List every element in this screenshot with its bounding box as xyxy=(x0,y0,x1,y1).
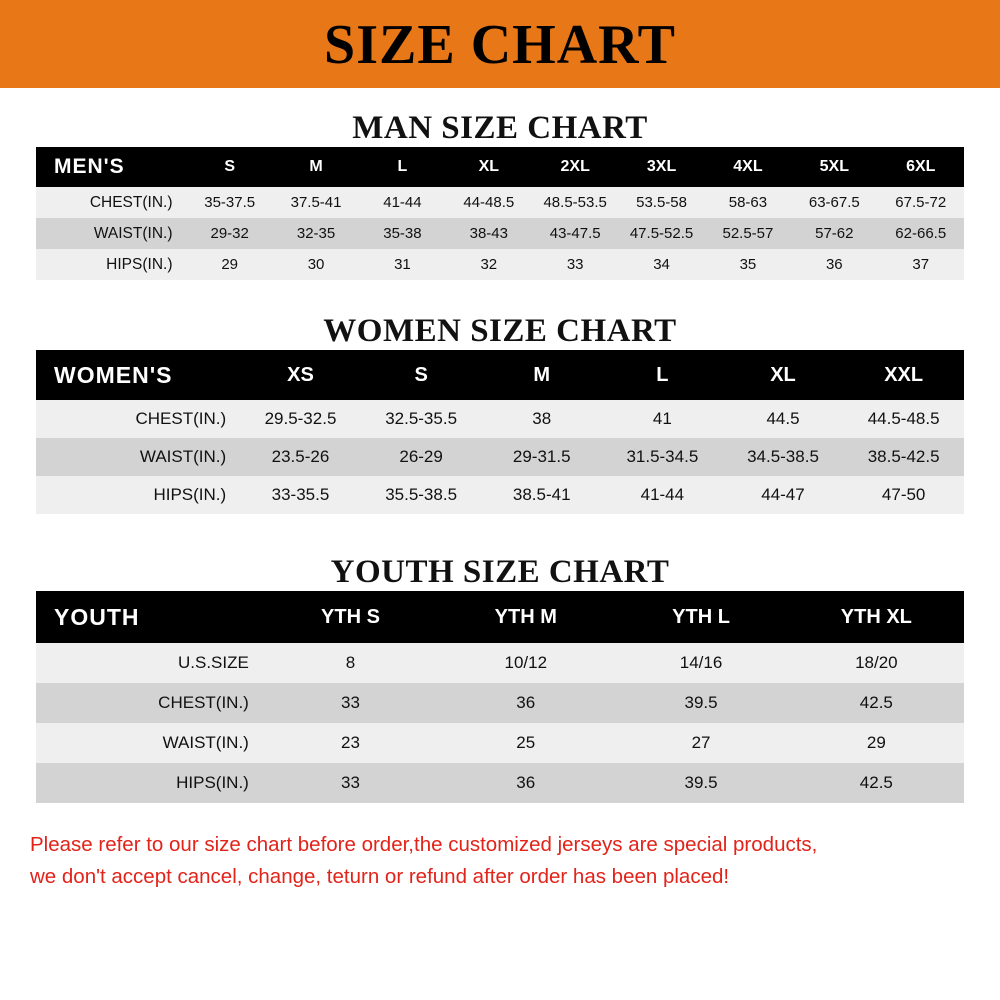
table-cell: 38.5-41 xyxy=(481,476,602,514)
table-cell: 41 xyxy=(602,400,723,438)
table-cell: 39.5 xyxy=(613,763,788,803)
table-header-row xyxy=(36,350,964,400)
table-cell: 29 xyxy=(186,249,272,280)
column-header-s: S xyxy=(186,147,272,187)
table-cell: 38-43 xyxy=(446,218,532,249)
table-cell: 38 xyxy=(481,400,602,438)
table-cell: 32.5-35.5 xyxy=(361,400,482,438)
table-cell: 10/12 xyxy=(438,643,613,683)
column-header-xl: XL xyxy=(723,350,844,400)
man-table-head xyxy=(36,147,964,187)
youth-table-body xyxy=(36,643,964,803)
table-cell: 37 xyxy=(877,249,964,280)
column-header-yth-m: YTH M xyxy=(438,591,613,643)
table-row xyxy=(36,249,964,280)
table-cell: 42.5 xyxy=(789,683,964,723)
row-label: HIPS(IN.) xyxy=(36,249,186,280)
table-cell: 63-67.5 xyxy=(791,187,877,218)
column-header-2xl: 2XL xyxy=(532,147,618,187)
row-label: U.S.SIZE xyxy=(36,643,263,683)
table-cell: 23.5-26 xyxy=(240,438,361,476)
row-label: HIPS(IN.) xyxy=(36,476,240,514)
table-header-row xyxy=(36,147,964,187)
table-cell: 37.5-41 xyxy=(273,187,359,218)
column-header-4xl: 4XL xyxy=(705,147,791,187)
column-header-l: L xyxy=(359,147,445,187)
footer-note xyxy=(0,829,1000,893)
women-table-head xyxy=(36,350,964,400)
table-cell: 29-32 xyxy=(186,218,272,249)
table-cell: 33 xyxy=(263,683,438,723)
table-cell: 29-31.5 xyxy=(481,438,602,476)
table-cell: 31.5-34.5 xyxy=(602,438,723,476)
row-label: CHEST(IN.) xyxy=(36,400,240,438)
column-header-yth-s: YTH S xyxy=(263,591,438,643)
row-label: HIPS(IN.) xyxy=(36,763,263,803)
table-cell: 25 xyxy=(438,723,613,763)
table-cell: 29 xyxy=(789,723,964,763)
table-cell: 43-47.5 xyxy=(532,218,618,249)
table-cell: 8 xyxy=(263,643,438,683)
page-title: SIZE CHART xyxy=(324,14,676,76)
column-header-yth-l: YTH L xyxy=(613,591,788,643)
man-table-corner-label: MEN'S xyxy=(36,147,186,187)
table-cell: 33 xyxy=(263,763,438,803)
table-cell: 36 xyxy=(438,763,613,803)
table-cell: 14/16 xyxy=(613,643,788,683)
man-table-wrapper xyxy=(0,147,1000,280)
table-row xyxy=(36,218,964,249)
youth-table-wrapper xyxy=(0,591,1000,803)
column-header-3xl: 3XL xyxy=(618,147,704,187)
table-cell: 36 xyxy=(791,249,877,280)
table-cell: 41-44 xyxy=(602,476,723,514)
table-cell: 57-62 xyxy=(791,218,877,249)
table-row xyxy=(36,763,964,803)
table-cell: 44.5 xyxy=(723,400,844,438)
man-table-body xyxy=(36,187,964,280)
table-cell: 33 xyxy=(532,249,618,280)
women-size-table xyxy=(36,350,964,514)
column-header-xl: XL xyxy=(446,147,532,187)
table-cell: 34 xyxy=(618,249,704,280)
table-cell: 41-44 xyxy=(359,187,445,218)
women-table-corner-label: WOMEN'S xyxy=(36,350,240,400)
women-section-title: WOMEN SIZE CHART xyxy=(323,313,677,349)
table-cell: 44-47 xyxy=(723,476,844,514)
table-cell: 47-50 xyxy=(843,476,964,514)
table-cell: 32-35 xyxy=(273,218,359,249)
youth-size-table xyxy=(36,591,964,803)
table-row xyxy=(36,683,964,723)
column-header-m: M xyxy=(481,350,602,400)
table-cell: 32 xyxy=(446,249,532,280)
row-label: WAIST(IN.) xyxy=(36,218,186,249)
column-header-l: L xyxy=(602,350,723,400)
table-cell: 47.5-52.5 xyxy=(618,218,704,249)
table-cell: 39.5 xyxy=(613,683,788,723)
column-header-yth-xl: YTH XL xyxy=(789,591,964,643)
women-table-wrapper xyxy=(0,350,1000,514)
footer-note-line-1: Please refer to our size chart before order,the customized jerseys are special products, xyxy=(30,833,818,856)
header-banner xyxy=(0,0,1000,88)
row-label: CHEST(IN.) xyxy=(36,683,263,723)
table-cell: 30 xyxy=(273,249,359,280)
column-header-m: M xyxy=(273,147,359,187)
table-cell: 31 xyxy=(359,249,445,280)
table-row xyxy=(36,400,964,438)
table-row xyxy=(36,643,964,683)
table-cell: 35.5-38.5 xyxy=(361,476,482,514)
column-header-xs: XS xyxy=(240,350,361,400)
table-cell: 44.5-48.5 xyxy=(843,400,964,438)
youth-section-title: YOUTH SIZE CHART xyxy=(330,554,670,590)
table-cell: 35-38 xyxy=(359,218,445,249)
footer-note-line-2: we don't accept cancel, change, teturn or refund after order has been placed! xyxy=(30,864,730,888)
table-cell: 18/20 xyxy=(789,643,964,683)
table-cell: 58-63 xyxy=(705,187,791,218)
row-label: WAIST(IN.) xyxy=(36,438,240,476)
table-cell: 29.5-32.5 xyxy=(240,400,361,438)
table-row xyxy=(36,187,964,218)
man-section-title: MAN SIZE CHART xyxy=(352,110,648,146)
table-row xyxy=(36,723,964,763)
table-cell: 35 xyxy=(705,249,791,280)
table-row xyxy=(36,438,964,476)
table-cell: 38.5-42.5 xyxy=(843,438,964,476)
table-cell: 62-66.5 xyxy=(877,218,964,249)
table-row xyxy=(36,476,964,514)
table-cell: 36 xyxy=(438,683,613,723)
table-cell: 33-35.5 xyxy=(240,476,361,514)
youth-table-head xyxy=(36,591,964,643)
column-header-xxl: XXL xyxy=(843,350,964,400)
row-label: WAIST(IN.) xyxy=(36,723,263,763)
table-cell: 48.5-53.5 xyxy=(532,187,618,218)
column-header-6xl: 6XL xyxy=(877,147,964,187)
column-header-s: S xyxy=(361,350,482,400)
table-cell: 52.5-57 xyxy=(705,218,791,249)
row-label: CHEST(IN.) xyxy=(36,187,186,218)
table-cell: 35-37.5 xyxy=(186,187,272,218)
table-cell: 44-48.5 xyxy=(446,187,532,218)
table-cell: 42.5 xyxy=(789,763,964,803)
women-table-body xyxy=(36,400,964,514)
youth-table-corner-label: YOUTH xyxy=(36,591,263,643)
table-cell: 23 xyxy=(263,723,438,763)
table-cell: 53.5-58 xyxy=(618,187,704,218)
column-header-5xl: 5XL xyxy=(791,147,877,187)
man-size-table xyxy=(36,147,964,280)
table-header-row xyxy=(36,591,964,643)
table-cell: 34.5-38.5 xyxy=(723,438,844,476)
table-cell: 67.5-72 xyxy=(877,187,964,218)
table-cell: 26-29 xyxy=(361,438,482,476)
table-cell: 27 xyxy=(613,723,788,763)
